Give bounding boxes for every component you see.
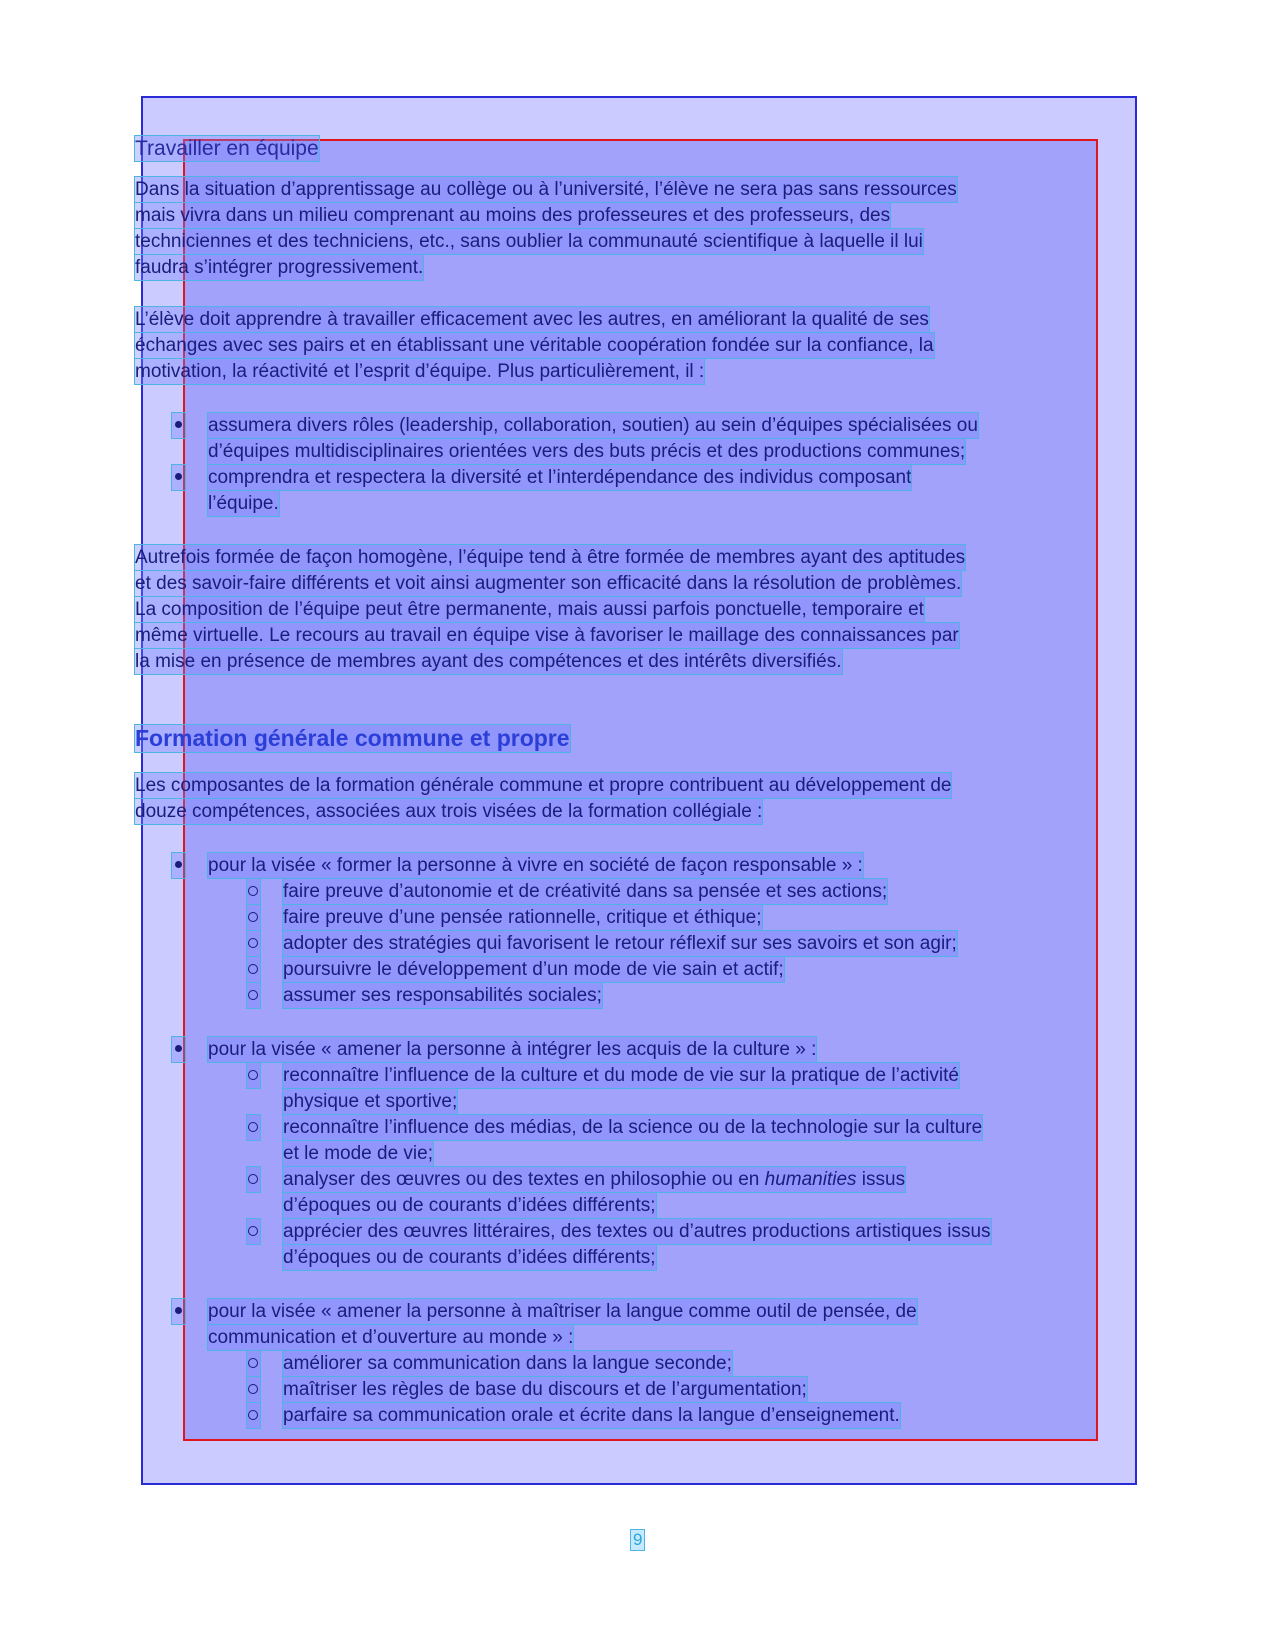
section-heading: Formation générale commune et propre <box>135 725 570 751</box>
sub-bullet-icon <box>247 957 260 982</box>
list-item: assumera divers rôles (leadership, collaboration, soutien) au sein d’équipes spécialisées ou <box>208 415 978 436</box>
sub-bullet-icon <box>247 1403 260 1428</box>
paragraph-line: Autrefois formée de façon homogène, l’équipe tend à être formée de membres ayant des aptitudes <box>135 547 966 568</box>
sub-list-item: apprécier des œuvres littéraires, des textes ou d’autres productions artistiques issus <box>283 1221 991 1242</box>
page-number: 9 <box>633 1530 643 1549</box>
bullet-icon <box>172 465 185 490</box>
sub-list-item: améliorer sa communication dans la langue seconde; <box>283 1353 732 1374</box>
sub-bullet-icon <box>247 983 260 1008</box>
sub-list-item: faire preuve d’une pensée rationnelle, critique et éthique; <box>283 907 762 928</box>
sub-bullet-icon <box>247 905 260 930</box>
sub-bullet-icon <box>247 1351 260 1376</box>
paragraph-line: techniciennes et des techniciens, etc., sans oublier la communauté scientifique à laquelle il lui <box>135 231 923 252</box>
paragraph-line: la mise en présence de membres ayant des compétences et des intérêts diversifiés. <box>135 651 842 672</box>
list-item: pour la visée « amener la personne à intégrer les acquis de la culture » : <box>208 1039 817 1060</box>
sub-list-item: faire preuve d’autonomie et de créativité dans sa pensée et ses actions; <box>283 881 888 902</box>
sub-list-item <box>283 1167 905 1192</box>
sub-list-item: assumer ses responsabilités sociales; <box>283 985 602 1006</box>
sub-list-item: d’époques ou de courants d’idées différents; <box>283 1247 656 1268</box>
paragraph-line: même virtuelle. Le recours au travail en équipe vise à favoriser le maillage des connaissances par <box>135 625 959 646</box>
paragraph-line: mais vivra dans un milieu comprenant au moins des professeures et des professeurs, des <box>135 205 891 226</box>
sub-list-item: physique et sportive; <box>283 1091 458 1112</box>
paragraph-line: motivation, la réactivité et l’esprit d’équipe. Plus particulièrement, il : <box>135 361 705 382</box>
sub-list-item: d’époques ou de courants d’idées différents; <box>283 1195 656 1216</box>
text-run: issus <box>856 1169 906 1190</box>
paragraph-line: et des savoir-faire différents et voit ainsi augmenter son efficacité dans la résolution de problèmes. <box>135 573 962 594</box>
paragraph-line: Les composantes de la formation générale commune et propre contribuent au développement de <box>135 775 952 796</box>
list-item: communication et d’ouverture au monde » : <box>208 1327 574 1348</box>
paragraph-line: échanges avec ses pairs et en établissant une véritable coopération fondée sur la confiance, la <box>135 335 934 356</box>
sub-bullet-icon <box>247 879 260 904</box>
sub-list-item: et le mode de vie; <box>283 1143 433 1164</box>
list-item: pour la visée « amener la personne à maîtriser la langue comme outil de pensée, de <box>208 1301 917 1322</box>
paragraph-line: Dans la situation d’apprentissage au collège ou à l’université, l’élève ne sera pas sans ressources <box>135 179 957 200</box>
sub-list-item: parfaire sa communication orale et écrite dans la langue d’enseignement. <box>283 1405 900 1426</box>
sub-list-item: maîtriser les règles de base du discours et de l’argumentation; <box>283 1379 807 1400</box>
italic-term: humanities <box>764 1169 857 1190</box>
sub-bullet-icon <box>247 1167 260 1192</box>
section-heading: Travailler en équipe <box>135 137 319 160</box>
sub-list-item: reconnaître l’influence des médias, de la science ou de la technologie sur la culture <box>283 1117 983 1138</box>
list-item: l’équipe. <box>208 493 279 514</box>
bullet-icon <box>172 1037 185 1062</box>
bullet-icon <box>172 413 185 438</box>
paragraph-line: douze compétences, associées aux trois visées de la formation collégiale : <box>135 801 763 822</box>
list-item: comprendra et respectera la diversité et l’interdépendance des individus composant <box>208 467 912 488</box>
sub-bullet-icon <box>247 1115 260 1140</box>
text-run: analyser des œuvres ou des textes en philosophie ou en <box>283 1169 765 1190</box>
sub-list-item: poursuivre le développement d’un mode de vie sain et actif; <box>283 959 784 980</box>
list-item: d’équipes multidisciplinaires orientées vers des buts précis et des productions communes; <box>208 441 966 462</box>
bullet-icon <box>172 853 185 878</box>
sub-bullet-icon <box>247 931 260 956</box>
sub-bullet-icon <box>247 1219 260 1244</box>
list-item: pour la visée « former la personne à vivre en société de façon responsable » : <box>208 855 863 876</box>
bullet-icon <box>172 1299 185 1324</box>
sub-list-item: adopter des stratégies qui favorisent le retour réflexif sur ses savoirs et son agir; <box>283 933 957 954</box>
paragraph-line: La composition de l’équipe peut être permanente, mais aussi parfois ponctuelle, temporaire et <box>135 599 924 620</box>
sub-list-item: reconnaître l’influence de la culture et du mode de vie sur la pratique de l’activité <box>283 1065 959 1086</box>
sub-bullet-icon <box>247 1377 260 1402</box>
paragraph-line: faudra s’intégrer progressivement. <box>135 257 424 278</box>
paragraph-line: L’élève doit apprendre à travailler efficacement avec les autres, en améliorant la qualité de ses <box>135 309 929 330</box>
sub-bullet-icon <box>247 1063 260 1088</box>
